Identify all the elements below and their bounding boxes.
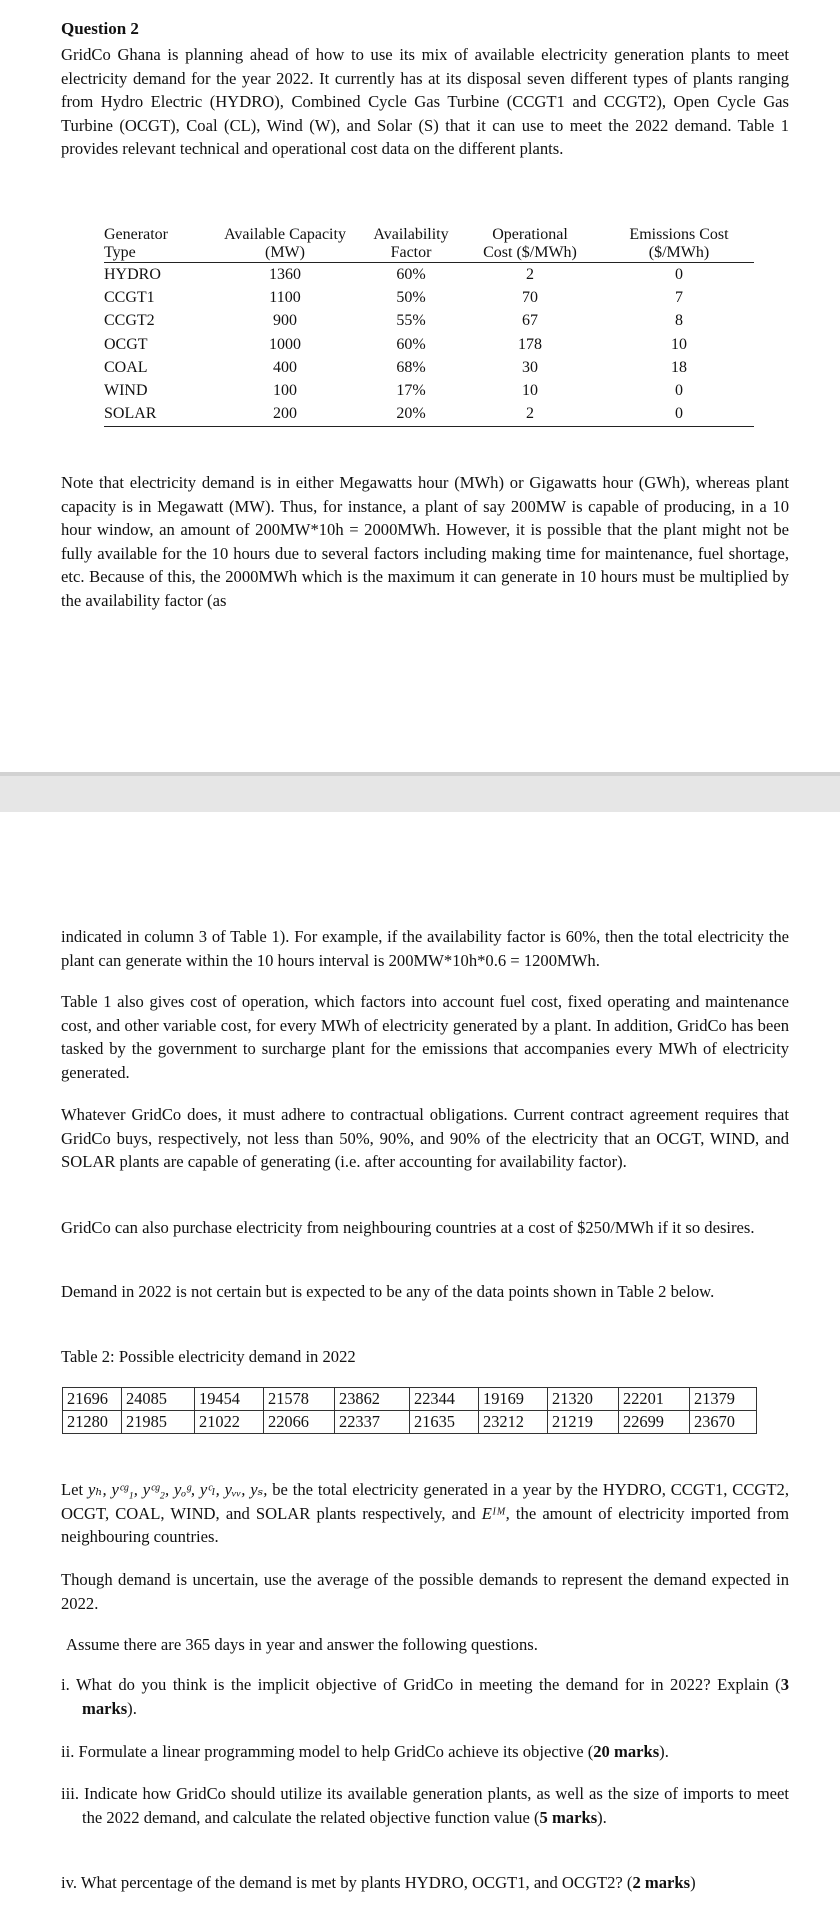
table-row (104, 333, 754, 356)
table-2-caption: Table 2: Possible electricity demand in 2022 (61, 1347, 356, 1366)
import-paragraph: GridCo can also purchase electricity from neighbouring countries at a cost of $250/MWh if it so desires. (61, 1218, 755, 1237)
cell: 17% (396, 382, 426, 400)
cell: HYDRO (104, 265, 161, 283)
demand-paragraph: Demand in 2022 is not certain but is expected to be any of the data points shown in Table 2 below. (61, 1282, 715, 1301)
variables-suffix: be the total electricity generated in a year by the HYDRO, CCGT1, CCGT2, OCGT, COAL, WIND, and SOLAR plants respectively, and (61, 1480, 789, 1523)
table-row (104, 263, 754, 287)
cell: 21379 (690, 1388, 757, 1411)
cell: 400 (273, 358, 297, 376)
cell: OCGT (104, 335, 148, 353)
cell: 8 (675, 312, 683, 330)
cell: 22344 (410, 1388, 479, 1411)
question-i-text: i. What do you think is the implicit objective of GridCo in meeting the demand for in 2022? Explain ( (61, 1675, 781, 1694)
cell: 178 (518, 335, 542, 353)
cell: 23862 (335, 1388, 410, 1411)
question-iv-marks: 2 marks (632, 1873, 691, 1892)
cell: CCGT1 (104, 288, 155, 306)
table-row (104, 379, 754, 402)
contract-paragraph: Whatever GridCo does, it must adhere to contractual obligations. Current contract agreement requires that GridCo buys, respectively, not less than 50%, 90%, and 90% of the electricity that an OCGT, WIND, and SOLAR plants are capable of generating (i.e. after accounting for availability factor). (61, 1105, 789, 1171)
question-ii-end: ). (659, 1742, 669, 1761)
note-paragraph-part-2: indicated in column 3 of Table 1). For example, if the availability factor is 60%, then the total electricity the plant can generate within the 10 hours interval is 200MW*10h*0.6 = 1200MWh. (61, 927, 789, 970)
question-ii-text: ii. Formulate a linear programming model to help GridCo achieve its objective ( (61, 1742, 594, 1761)
document-page-1 (0, 0, 840, 772)
cell: 21578 (264, 1388, 335, 1411)
header-emissions-sub: ($/MWh) (604, 244, 754, 263)
cell: 55% (396, 312, 426, 330)
cell: 50% (396, 288, 426, 306)
variables-symbols: yₕ, yᶜᵍ₁, yᶜᵍ₂, yₒᵍ, yᶜₗ, yᵥᵥ, yₛ, (87, 1480, 268, 1499)
header-availability-sub: Factor (366, 244, 456, 263)
import-symbol: Eᴵᴹ, (481, 1503, 510, 1523)
table-1-header-row-2 (104, 244, 754, 263)
cell: 60% (396, 265, 426, 283)
cell: 0 (604, 403, 754, 427)
cell: 18 (671, 358, 687, 376)
table-1-plant-data (104, 226, 754, 427)
cell: 10 (522, 382, 538, 400)
cell: 22066 (264, 1411, 335, 1434)
average-paragraph: Though demand is uncertain, use the average of the possible demands to represent the demand expected in 2022. (61, 1570, 789, 1613)
table-row (63, 1411, 757, 1434)
cell: 7 (675, 288, 683, 306)
table-1-header-row-1 (104, 226, 754, 244)
question-iii-end: ). (597, 1807, 607, 1827)
table-row (104, 403, 754, 427)
cell: 21985 (122, 1411, 195, 1434)
cell: 60% (396, 335, 426, 353)
question-i-marks: 3 marks (82, 1675, 789, 1718)
header-availability: Availability (373, 226, 449, 243)
cell: SOLAR (104, 403, 204, 427)
question-iv-text: iv. What percentage of the demand is met by plants HYDRO, OCGT1, and OCGT2? ( (61, 1873, 633, 1892)
cell: 22201 (619, 1388, 690, 1411)
cell: 68% (396, 358, 426, 376)
cell: 21280 (63, 1411, 122, 1434)
question-ii (61, 1740, 789, 1764)
question-iii (61, 1782, 789, 1829)
table-row (104, 356, 754, 379)
days-paragraph: Assume there are 365 days in year and answer the following questions. (66, 1635, 538, 1654)
table-2-demand (62, 1387, 757, 1434)
cell: 23670 (690, 1411, 757, 1434)
header-operational: Operational (492, 226, 568, 243)
question-i-end: ). (127, 1698, 137, 1718)
table-row (104, 286, 754, 309)
question-iv-end: ) (690, 1873, 696, 1892)
cell: 19454 (195, 1388, 264, 1411)
cell: 900 (273, 312, 297, 330)
variables-prefix: Let (61, 1480, 88, 1499)
variables-end: the amount of electricity imported from neighbouring countries. (61, 1503, 789, 1546)
cell: 2 (526, 265, 534, 283)
cell: 22337 (335, 1411, 410, 1434)
intro-paragraph: GridCo Ghana is planning ahead of how to use its mix of available electricity generation plants to meet electricity demand for the year 2022. It currently has at its disposal seven different types of plants ranging from Hydro Electric (HYDRO), Combined Cycle Gas Turbine (CCGT1 and CCGT2), Open Cycle Gas Turbine (OCGT), Coal (CL), Wind (W), and Solar (S) that it can use to meet the 2022 demand. Table 1 provides relevant technical and operational cost data on the different plants. (61, 45, 789, 158)
header-generator: Generator (104, 226, 168, 243)
question-iii-marks: 5 marks (539, 1807, 598, 1827)
cell: 24085 (122, 1388, 195, 1411)
page-break-divider (0, 772, 840, 812)
header-operational-sub: Cost ($/MWh) (456, 244, 604, 263)
cell: 67 (522, 312, 538, 330)
cell: 30 (522, 358, 538, 376)
cell: 19169 (479, 1388, 548, 1411)
cell: 21696 (63, 1388, 122, 1411)
question-i (61, 1673, 789, 1720)
cell: 21635 (410, 1411, 479, 1434)
header-capacity-sub: (MW) (204, 244, 366, 263)
cell: 2 (456, 403, 604, 427)
cell: 70 (522, 288, 538, 306)
cell: 23212 (479, 1411, 548, 1434)
question-heading: Question 2 (61, 19, 139, 38)
note-paragraph-part-1: Note that electricity demand is in either Megawatts hour (MWh) or Gigawatts hour (GWh), whereas plant capacity is in Megawatt (MW). Thus, for instance, a plant of say 200MW is capable of producing, in a 10 hour window, an amount of 200MW*10h = 2000MWh. However, it is possible that the plant might not be fully available for the 10 hours due to several factors including making time for maintenance, fuel shortage, etc. Because of this, the 2000MWh which is the maximum it can generate in 10 hours must be multiplied by the availability factor (as (61, 473, 789, 610)
cell: WIND (104, 382, 148, 400)
cost-paragraph: Table 1 also gives cost of operation, which factors into account fuel cost, fixed operating and maintenance cost, and other variable cost, for every MWh of electricity generated by a plant. In addition, GridCo has been tasked by the government to surcharge plant for the emissions that accompanies every MWh of electricity generated. (61, 992, 789, 1082)
cell: 22699 (619, 1411, 690, 1434)
table-row (63, 1388, 757, 1411)
cell: 21219 (548, 1411, 619, 1434)
header-emissions: Emissions Cost (629, 226, 729, 243)
variables-paragraph (61, 1478, 789, 1549)
cell: 1100 (269, 288, 301, 306)
cell: 1000 (269, 335, 301, 353)
header-generator-sub: Type (104, 244, 204, 263)
cell: 100 (273, 382, 297, 400)
question-ii-marks: 20 marks (593, 1742, 660, 1761)
cell: 1360 (269, 265, 301, 283)
table-row (104, 310, 754, 333)
cell: CCGT2 (104, 312, 155, 330)
cell: 0 (675, 382, 683, 400)
cell: COAL (104, 358, 148, 376)
cell: 200 (204, 403, 366, 427)
question-iv (61, 1871, 789, 1895)
cell: 20% (366, 403, 456, 427)
cell: 21022 (195, 1411, 264, 1434)
cell: 21320 (548, 1388, 619, 1411)
question-iii-text: iii. Indicate how GridCo should utilize its available generation plants, as well as the size of imports to meet the 2022 demand, and calculate the related objective function value ( (61, 1784, 789, 1827)
header-capacity: Available Capacity (224, 226, 346, 243)
cell: 0 (675, 265, 683, 283)
cell: 10 (671, 335, 687, 353)
